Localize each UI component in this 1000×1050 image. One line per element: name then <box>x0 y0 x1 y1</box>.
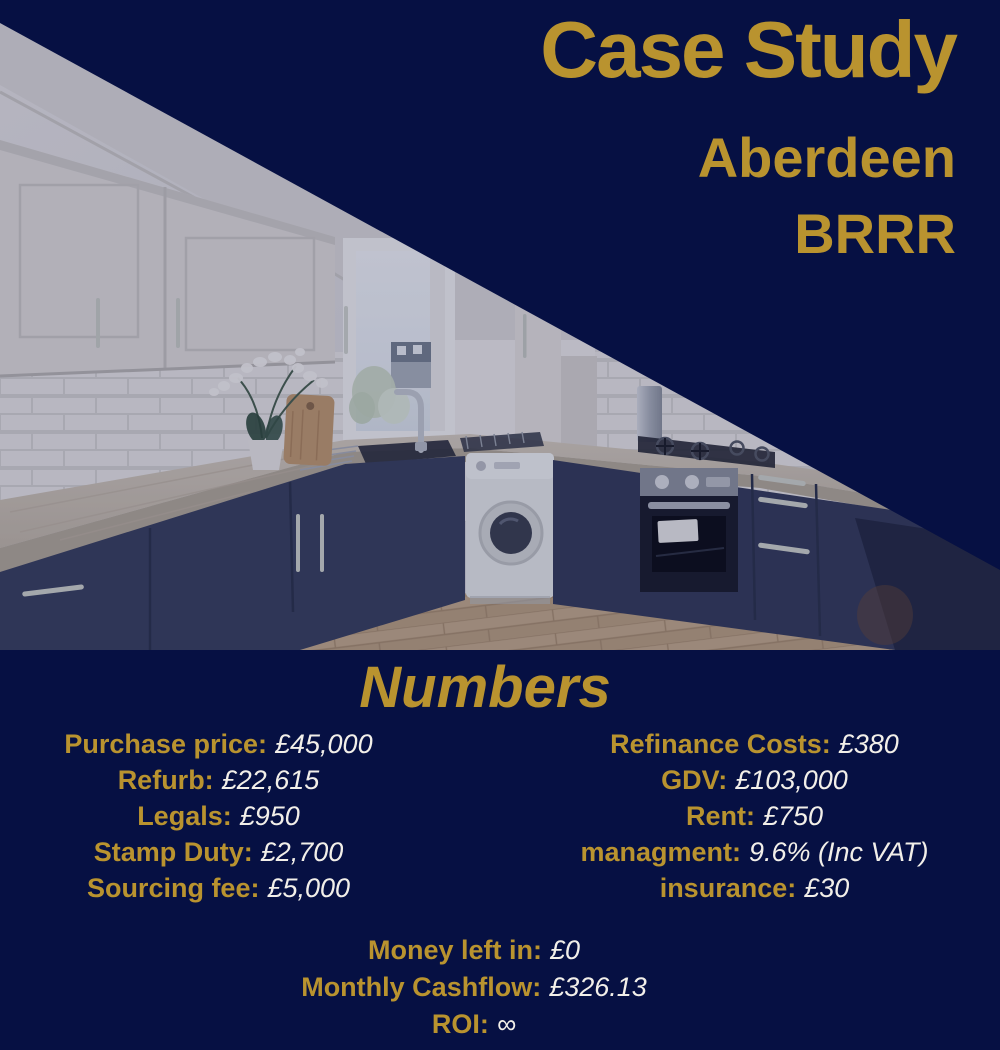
stat-value: £750 <box>762 801 824 831</box>
numbers-heading: Numbers <box>359 655 611 720</box>
stat-value: £326.13 <box>549 972 647 1002</box>
stat-value: £103,000 <box>735 765 848 795</box>
stat-row <box>0 798 437 834</box>
stat-row <box>532 726 977 762</box>
stat-row <box>0 1006 974 1043</box>
numbers-left-column <box>0 726 437 906</box>
stat-value: ∞ <box>496 1009 517 1039</box>
stat-label: Money left in: <box>367 935 542 965</box>
stat-row <box>532 762 977 798</box>
stat-label: Rent: <box>685 801 755 831</box>
stat-row <box>0 969 974 1006</box>
stat-row <box>532 798 977 834</box>
stat-value: £22,615 <box>221 765 320 795</box>
stat-value: £45,000 <box>274 729 373 759</box>
stat-label: ROI: <box>431 1009 489 1039</box>
stat-row <box>532 834 977 870</box>
stat-row <box>0 762 437 798</box>
stat-value: £5,000 <box>267 873 351 903</box>
hero-subtitle-line-2: BRRR <box>794 202 956 265</box>
stat-label: Monthly Cashflow: <box>301 972 542 1002</box>
stat-row <box>0 726 437 762</box>
stat-label: insurance: <box>659 873 797 903</box>
stat-label: Sourcing fee: <box>86 873 260 903</box>
numbers-section <box>0 650 1000 1050</box>
stat-label: GDV: <box>661 765 728 795</box>
stat-label: Refurb: <box>117 765 214 795</box>
stat-row <box>532 870 977 906</box>
stat-value: £2,700 <box>260 837 344 867</box>
stat-value: £380 <box>838 729 899 759</box>
stat-label: Stamp Duty: <box>93 837 253 867</box>
stat-row <box>0 834 437 870</box>
hero-subtitle <box>698 120 956 272</box>
stat-value: £950 <box>239 801 300 831</box>
stat-label: Purchase price: <box>64 729 267 759</box>
stat-value: £0 <box>549 935 581 965</box>
stat-label: managment: <box>580 837 741 867</box>
stat-row <box>0 932 974 969</box>
stat-row <box>0 870 437 906</box>
stat-label: Legals: <box>137 801 232 831</box>
hero-title: Case Study <box>540 5 956 94</box>
stat-value: £30 <box>804 873 850 903</box>
numbers-summary <box>0 932 974 1043</box>
numbers-right-column <box>532 726 977 906</box>
stat-label: Refinance Costs: <box>610 729 831 759</box>
stat-value: 9.6% (Inc VAT) <box>748 837 929 867</box>
hero-subtitle-line-1: Aberdeen <box>697 126 956 189</box>
